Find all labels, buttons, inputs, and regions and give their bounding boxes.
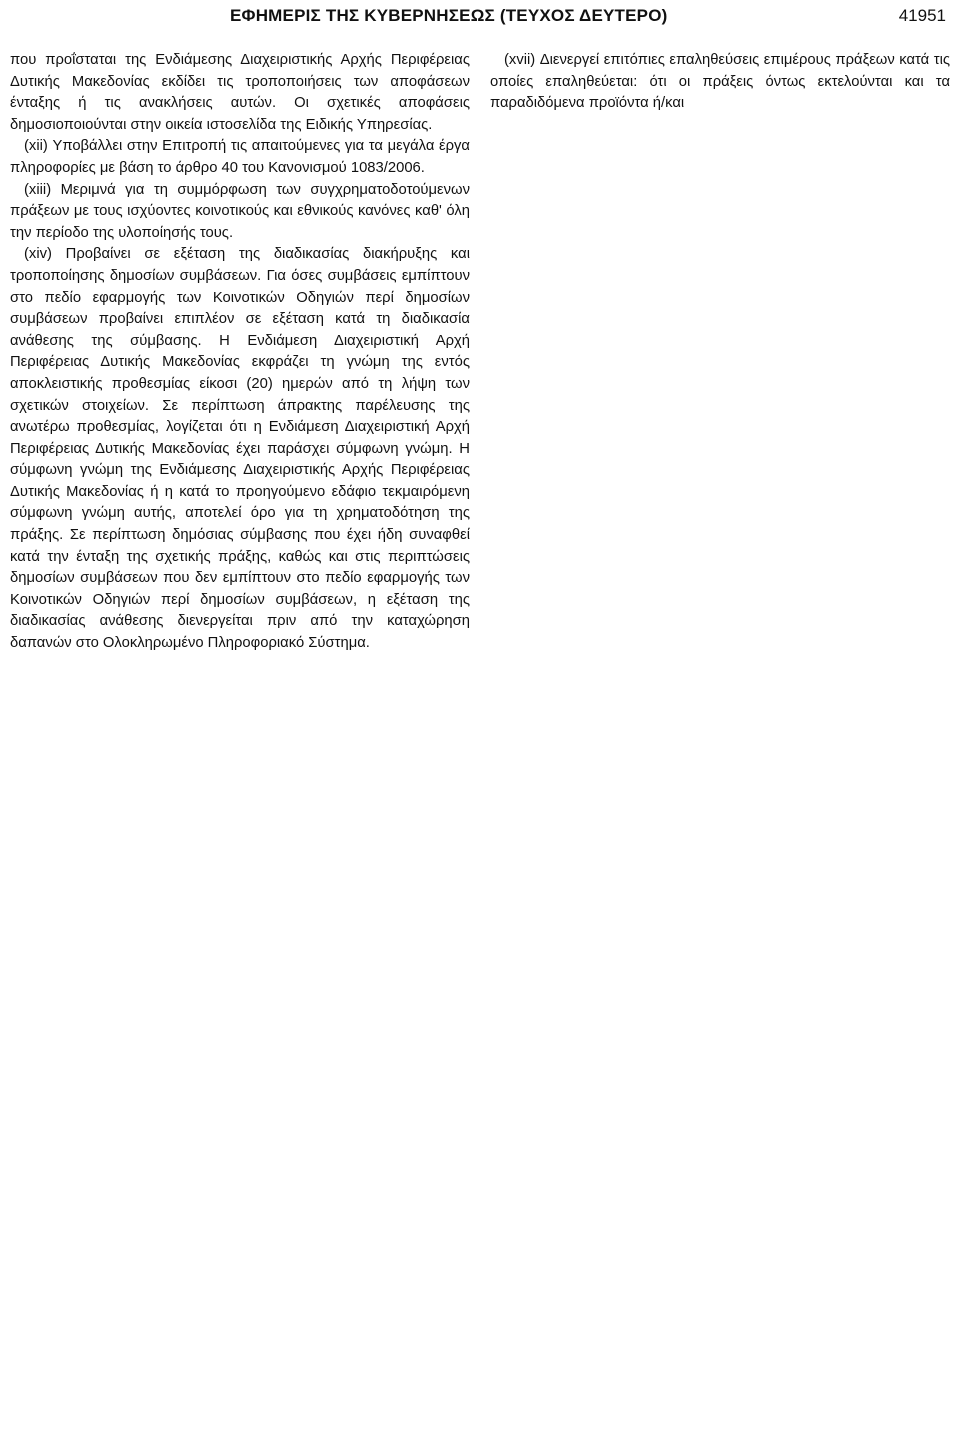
- gazette-header-title: ΕΦΗΜΕΡΙΣ ΤΗΣ ΚΥΒΕΡΝΗΣΕΩΣ (ΤΕΥΧΟΣ ΔΕΥΤΕΡΟ): [230, 6, 668, 25]
- paragraph: (xii) Υποβάλλει στην Επιτροπή τις απαιτούμενες για τα μεγάλα έργα πληροφορίες με βάση το άρθρο 40 του Κανονισμού 1083/2006.: [10, 138, 470, 176]
- paragraph: (xiv) Προβαίνει σε εξέταση της διαδικασίας διακήρυξης και τροποποίησης δημοσίων συμβάσεων. Για όσες συμβάσεις εμπίπτουν στο πεδίο εφαρμογής των Κοινοτικών Οδηγιών περί δημοσίων συμβάσεων προβαίνει επιπλέον σε εξέταση κατά τη διαδικασία ανάθεσης της σύμβασης. Η Ενδιάμεση Διαχειριστική Αρχή Περιφέρειας Δυτικής Μακεδονίας εκφράζει τη γνώμη της εντός αποκλειστικής προθεσμίας είκοσι (20) ημερών από τη λήψη των σχετικών στοιχείων. Σε περίπτωση άπρακτης παρέλευσης της ανωτέρω προθεσμίας, λογίζεται ότι η Ενδιάμεση Διαχειριστική Αρχή Περιφέρειας Δυτικής Μακεδονίας έχει παράσχει σύμφωνη γνώμη. Η σύμφωνη γνώμη της Ενδιάμεσης Διαχειριστικής Αρχής Περιφέρειας Δυτικής Μακεδονίας ή η κατά το προηγούμενο εδάφιο τεκμαιρόμενη σύμφωνη γνώμη αυτής, αποτελεί όρο για τη χρηματοδότηση της πράξης. Σε περίπτωση δημόσιας σύμβασης που έχει ήδη συναφθεί κατά την ένταξη της σχετικής πράξης, καθώς και στις περιπτώσεις δημοσίων συμβάσεων που δεν εμπίπτουν στο πεδίο εφαρμογής των Κοινοτικών Οδηγιών περί δημοσίων συμβάσεων, η εξέταση της διαδικασίας ανάθεσης διενεργείται πριν από την καταχώρηση δαπανών στο Ολοκληρωμένο Πληροφοριακό Σύστημα.: [10, 246, 470, 652]
- right-column: [490, 50, 950, 115]
- paragraph: (xiii) Μεριμνά για τη συμμόρφωση των συγχρηματοδοτούμενων πράξεων με τους ισχύοντες κοινοτικούς και εθνικούς κανόνες καθ' όλη την περίοδο της υλοποίησής τους.: [10, 181, 470, 241]
- left-column: [10, 50, 470, 655]
- page-number: 41951: [898, 6, 946, 25]
- page-header: [0, 0, 960, 34]
- paragraph: (xvii) Διενεργεί επιτόπιες επαληθεύσεις επιμέρους πράξεων κατά τις οποίες επαληθεύεται: ότι οι πράξεις όντως εκτελούνται και τα παραδιδόμενα προϊόντα ή/και: [490, 52, 950, 112]
- paragraph: που προΐσταται της Ενδιάμεσης Διαχειριστικής Αρχής Περιφέρειας Δυτικής Μακεδονίας εκδίδει τις τροποποιήσεις των αποφάσεων ένταξης ή τις ανακλήσεις αυτών. Οι σχετικές αποφάσεις δημοσιοποιούνται στην οικεία ιστοσελίδα της Ειδικής Υπηρεσίας.: [10, 52, 470, 133]
